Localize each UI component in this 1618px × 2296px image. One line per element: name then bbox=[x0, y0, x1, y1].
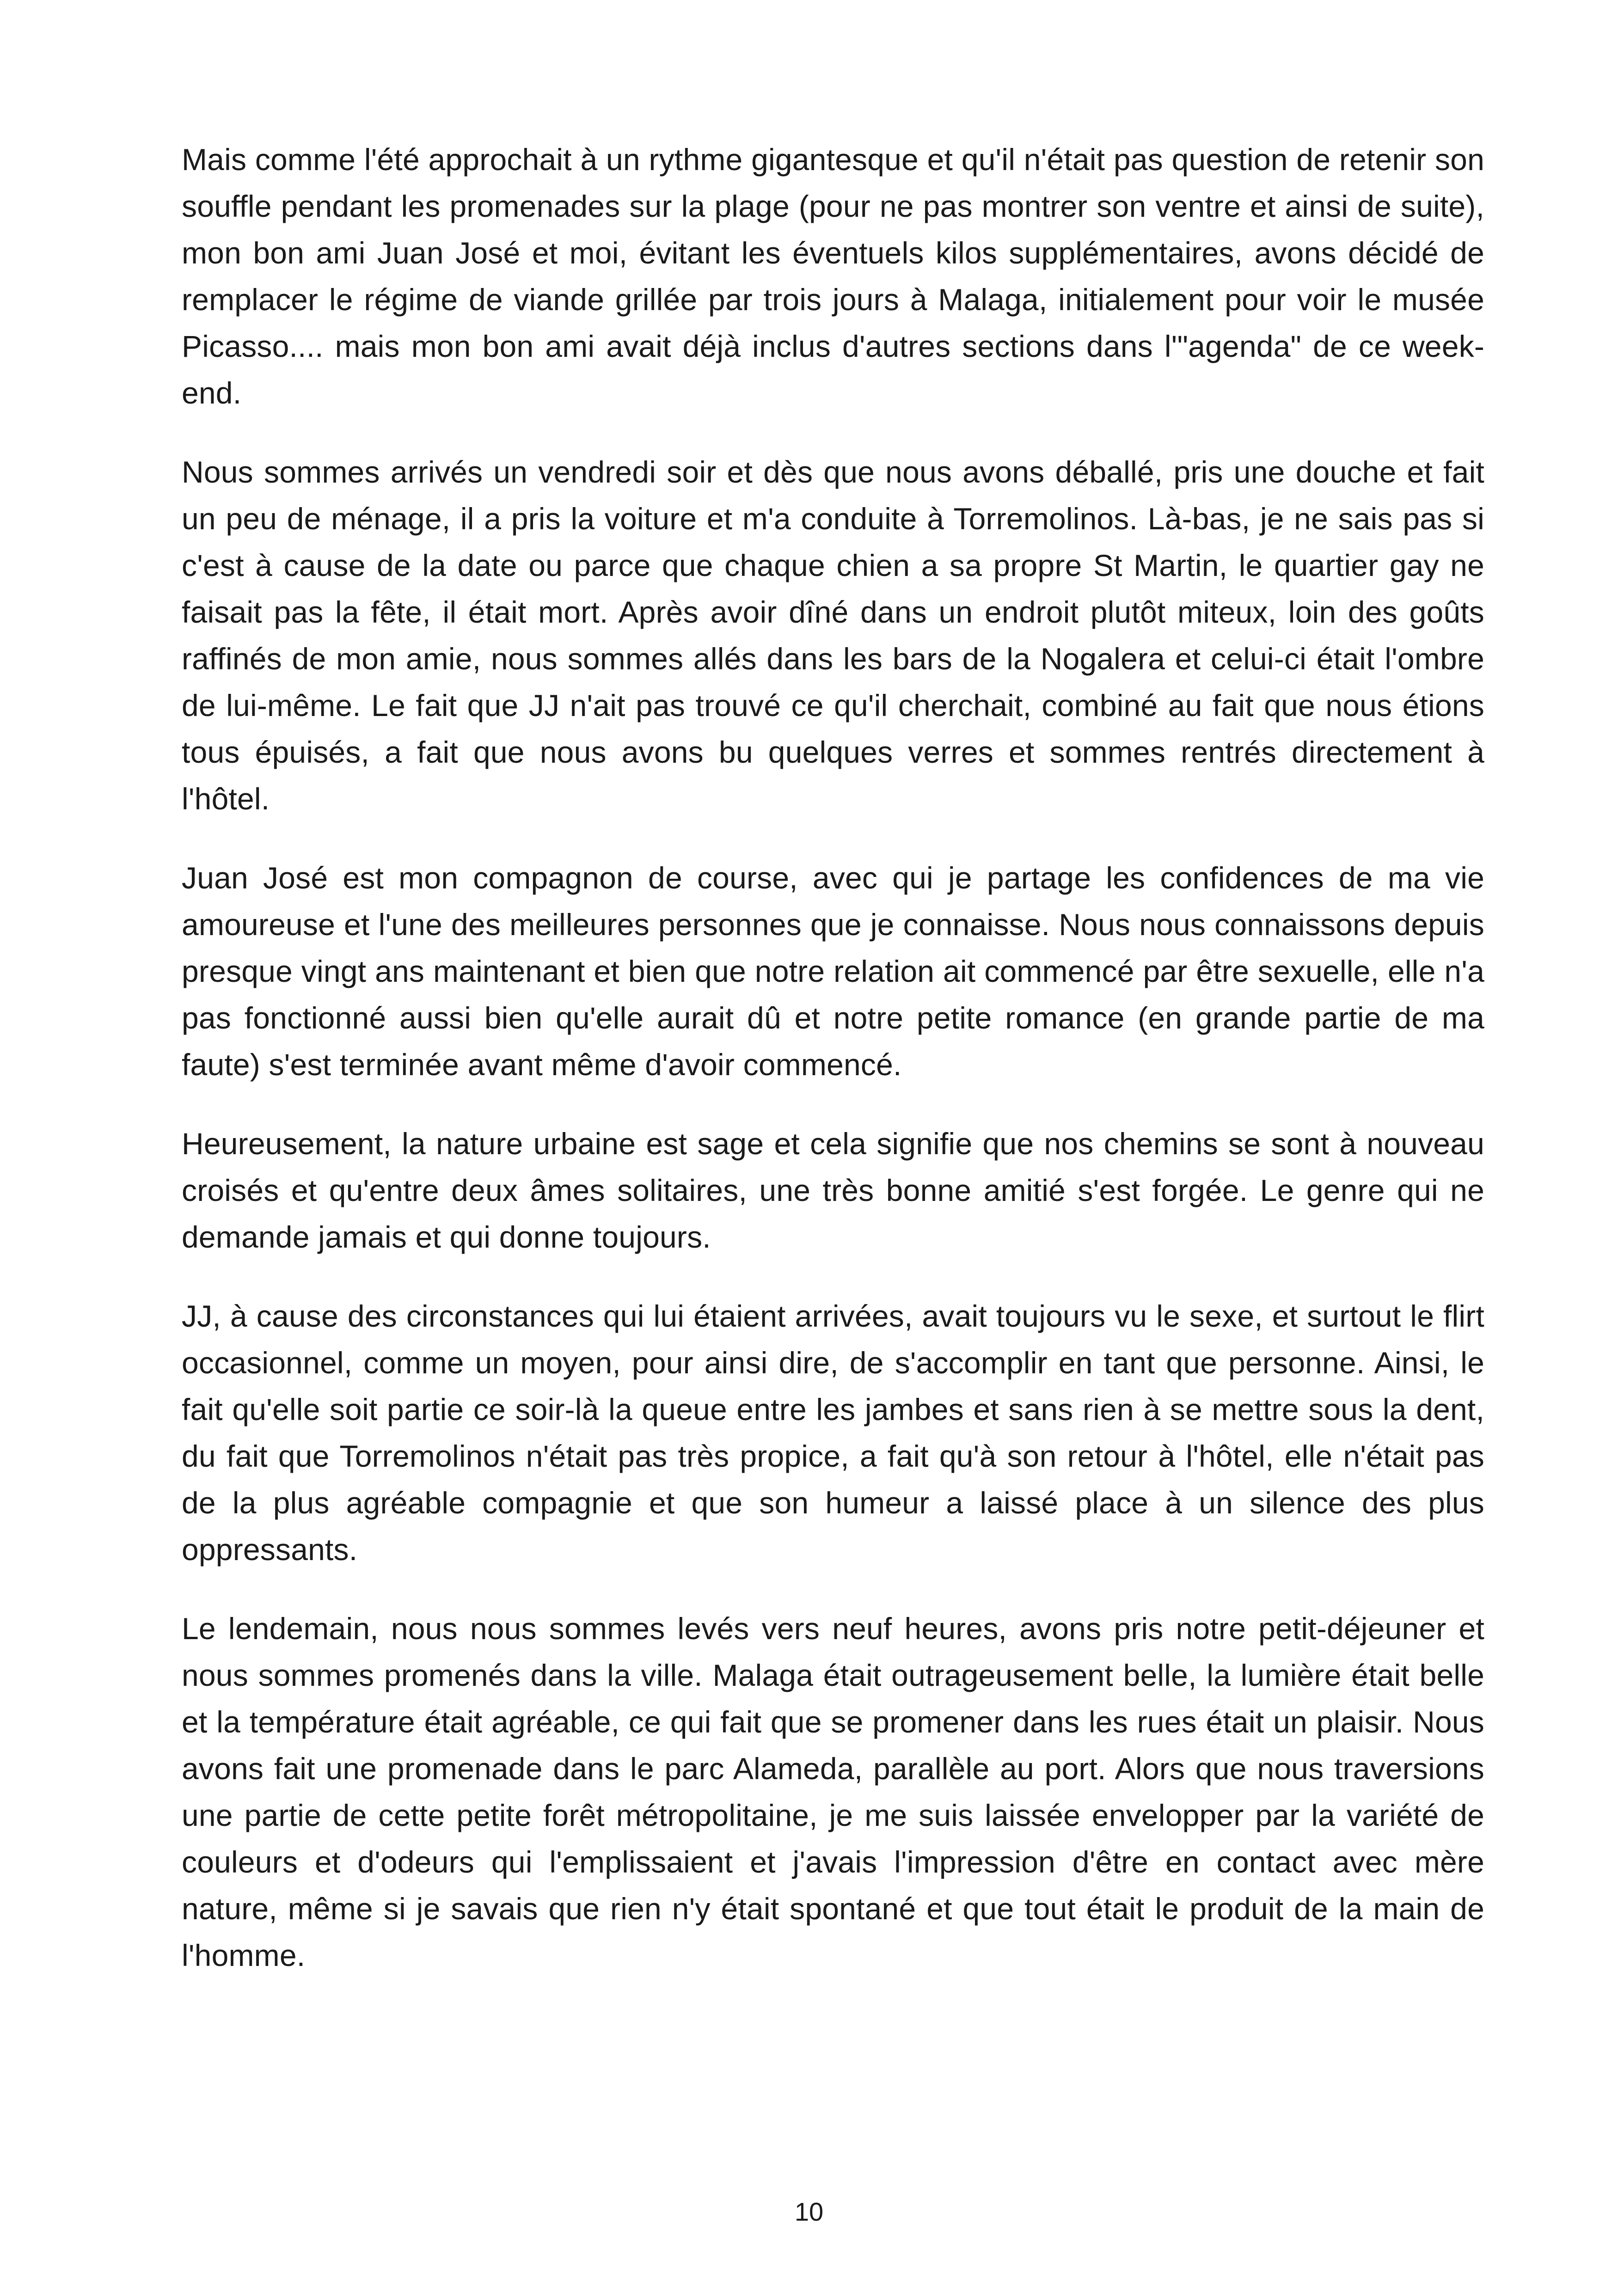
paragraph-1: Mais comme l'été approchait à un rythme gigantesque et qu'il n'était pas question de retenir son souffle pendant les promenades sur la plage (pour ne pas montrer son ventre et ainsi de suite), mon bon ami Juan José et moi, évitant les éventuels kilos supplémentaires, avons décidé de remplacer le régime de viande grillée par trois jours à Malaga, initialement pour voir le musée Picasso.... mais mon bon ami avait déjà inclus d'autres sections dans l'"agenda" de ce week-end. bbox=[182, 142, 1484, 410]
paragraph-2: Nous sommes arrivés un vendredi soir et dès que nous avons déballé, pris une douche et fait un peu de ménage, il a pris la voiture et m'a conduite à Torremolinos. Là-bas, je ne sais pas si c'est à cause de la date ou parce que chaque chien a sa propre St Martin, le quartier gay ne faisait pas la fête, il était mort. Après avoir dîné dans un endroit plutôt miteux, loin des goûts raffinés de mon amie, nous sommes allés dans les bars de la Nogalera et celui-ci était l'ombre de lui-même. Le fait que JJ n'ait pas trouvé ce qu'il cherchait, combiné au fait que nous étions tous épuisés, a fait que nous avons bu quelques verres et sommes rentrés directement à l'hôtel. bbox=[182, 455, 1484, 816]
paragraph-3: Juan José est mon compagnon de course, avec qui je partage les confidences de ma vie amoureuse et l'une des meilleures personnes que je connaisse. Nous nous connaissons depuis presque vingt ans maintenant et bien que notre relation ait commencé par être sexuelle, elle n'a pas fonctionné aussi bien qu'elle aurait dû et notre petite romance (en grande partie de ma faute) s'est terminée avant même d'avoir commencé. bbox=[182, 861, 1484, 1082]
paragraph-4: Heureusement, la nature urbaine est sage et cela signifie que nos chemins se sont à nouveau croisés et qu'entre deux âmes solitaires, une très bonne amitié s'est forgée. Le genre qui ne demande jamais et qui donne toujours. bbox=[182, 1127, 1484, 1254]
paragraph-6: Le lendemain, nous nous sommes levés vers neuf heures, avons pris notre petit-déjeuner et nous sommes promenés dans la ville. Malaga était outrageusement belle, la lumière était belle et la température était agréable, ce qui fait que se promener dans les rues était un plaisir. Nous avons fait une promenade dans le parc Alameda, parallèle au port. Alors que nous traversions une partie de cette petite forêt métropolitaine, je me suis laissée envelopper par la variété de couleurs et d'odeurs qui l'emplissaient et j'avais l'impression d'être en contact avec mère nature, même si je savais que rien n'y était spontané et que tout était le produit de la main de l'homme. bbox=[182, 1611, 1484, 1972]
paragraph-5: JJ, à cause des circonstances qui lui étaient arrivées, avait toujours vu le sexe, et surtout le flirt occasionnel, comme un moyen, pour ainsi dire, de s'accomplir en tant que personne. Ainsi, le fait qu'elle soit partie ce soir-là la queue entre les jambes et sans rien à se mettre sous la dent, du fait que Torremolinos n'était pas très propice, a fait qu'à son retour à l'hôtel, elle n'était pas de la plus agréable compagnie et que son humeur a laissé place à un silence des plus oppressants. bbox=[182, 1299, 1484, 1567]
body-text bbox=[182, 136, 1484, 2011]
page-number: 10 bbox=[794, 2197, 824, 2226]
